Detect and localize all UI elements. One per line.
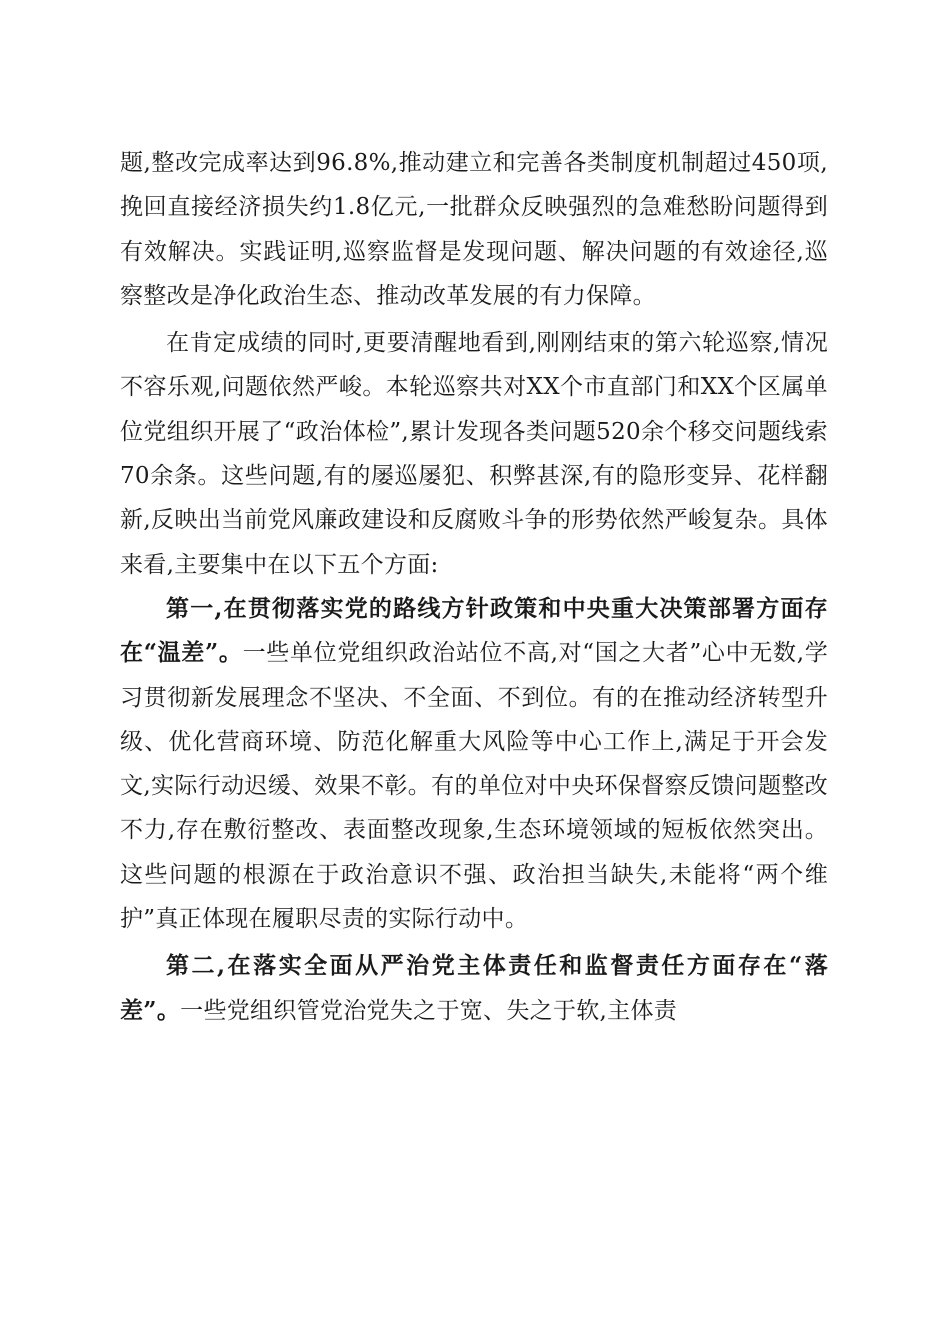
paragraph-text: 题,整改完成率达到96.8%,推动建立和完善各类制度机制超过450项,挽回直接经济损失约1.8亿元,一批群众反映强烈的急难愁盼问题得到有效解决。实践证明,巡察监督是发现问题、解决问题的有效途径,巡察整改是净化政治生态、推动改革发展的有力保障。 bbox=[120, 150, 828, 309]
paragraph-point-one bbox=[120, 587, 828, 941]
paragraph-achievements bbox=[120, 141, 828, 318]
paragraph-point-two bbox=[120, 944, 828, 1033]
paragraph-inspection-findings bbox=[120, 321, 828, 587]
paragraph-lead-heading: 第一,在贯彻落实党的路线方针政策和中央重大决策部署方面存在“温差”。 bbox=[120, 594, 828, 667]
paragraph-text: 一些党组织管党治党失之于宽、失之于软,主体责 bbox=[180, 997, 678, 1024]
paragraph-text: 一些单位党组织政治站位不高,对“国之大者”心中无数,学习贯彻新发展理念不坚决、不全面、不到位。有的在推动经济转型升级、优化营商环境、防范化解重大风险等中心工作上,满足于开会发文,实际行动迟缓、效果不彰。有的单位对中央环保督察反馈问题整改不力,存在敷衍整改、表面整改现象,生态环境领域的短板依然突出。这些问题的根源在于政治意识不强、政治担当缺失,未能将“两个维护”真正体现在履职尽责的实际行动中。 bbox=[120, 640, 828, 933]
paragraph-lead-heading: 第二,在落实全面从严治党主体责任和监督责任方面存在“落差”。 bbox=[120, 952, 828, 1024]
document-body bbox=[120, 141, 828, 1033]
paragraph-text: 在肯定成绩的同时,更要清醒地看到,刚刚结束的第六轮巡察,情况不容乐观,问题依然严峻。本轮巡察共对XX个市直部门和XX个区属单位党组织开展了“政治体检”,累计发现各类问题520余个移交问题线索70余条。这些问题,有的屡巡屡犯、积弊甚深,有的隐形变异、花样翻新,反映出当前党风廉政建设和反腐败斗争的形势依然严峻复杂。具体来看,主要集中在以下五个方面: bbox=[120, 330, 828, 578]
